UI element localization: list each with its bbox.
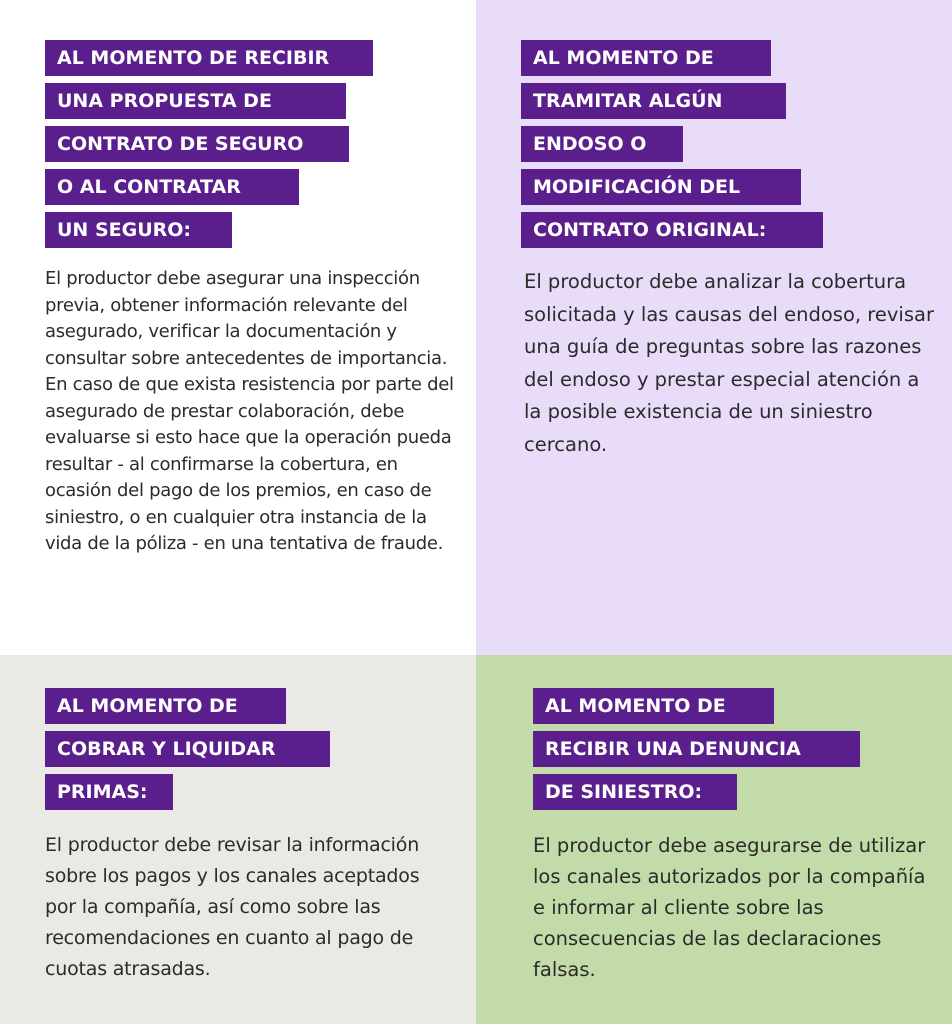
section-recibir-propuesta [0, 0, 476, 655]
section-denuncia-siniestro [476, 655, 952, 1024]
heading-line: UNA PROPUESTA DE [45, 83, 346, 119]
heading-line: COBRAR Y LIQUIDAR [45, 731, 330, 767]
heading-line: AL MOMENTO DE RECIBIR [45, 40, 373, 76]
heading-line: TRAMITAR ALGÚN [521, 83, 786, 119]
section-body: El productor debe asegurarse de utilizar los canales autorizados por la compañía e informar al cliente sobre las consecuencias de las declaraciones falsas. [533, 834, 926, 981]
heading-line: AL MOMENTO DE [533, 688, 774, 724]
section-body: El productor debe asegurar una inspección previa, obtener información relevante del asegurado, verificar la documentación y consultar sobre antecedentes de importancia. En caso de que exista resistencia por parte del asegurado de prestar colaboración, debe evaluarse si esto hace que la operación pueda resultar - al confirmarse la cobertura, en ocasión del pago de los premios, en caso de siniestro, o en cualquier otra instancia de la vida de la póliza - en una tentativa de fraude. [45, 268, 454, 554]
heading-line: AL MOMENTO DE [45, 688, 286, 724]
section-tramitar-endoso [476, 0, 952, 655]
heading-line: UN SEGURO: [45, 212, 232, 248]
heading-line: AL MOMENTO DE [521, 40, 771, 76]
heading-line: CONTRATO DE SEGURO [45, 126, 349, 162]
heading-line: O AL CONTRATAR [45, 169, 299, 205]
section-cobrar-primas [0, 655, 476, 1024]
heading-line: ENDOSO O [521, 126, 683, 162]
heading-line: RECIBIR UNA DENUNCIA [533, 731, 860, 767]
heading-line: PRIMAS: [45, 774, 173, 810]
section-body: El productor debe revisar la información sobre los pagos y los canales aceptados por la compañía, así como sobre las recomendaciones en cuanto al pago de cuotas atrasadas. [45, 834, 420, 980]
section-body: El productor debe analizar la cobertura solicitada y las causas del endoso, revisar una guía de preguntas sobre las razones del endoso y prestar especial atención a la posible existencia de un siniestro cercano. [524, 270, 934, 456]
heading-line: MODIFICACIÓN DEL [521, 169, 801, 205]
heading-line: DE SINIESTRO: [533, 774, 737, 810]
heading-line: CONTRATO ORIGINAL: [521, 212, 823, 248]
